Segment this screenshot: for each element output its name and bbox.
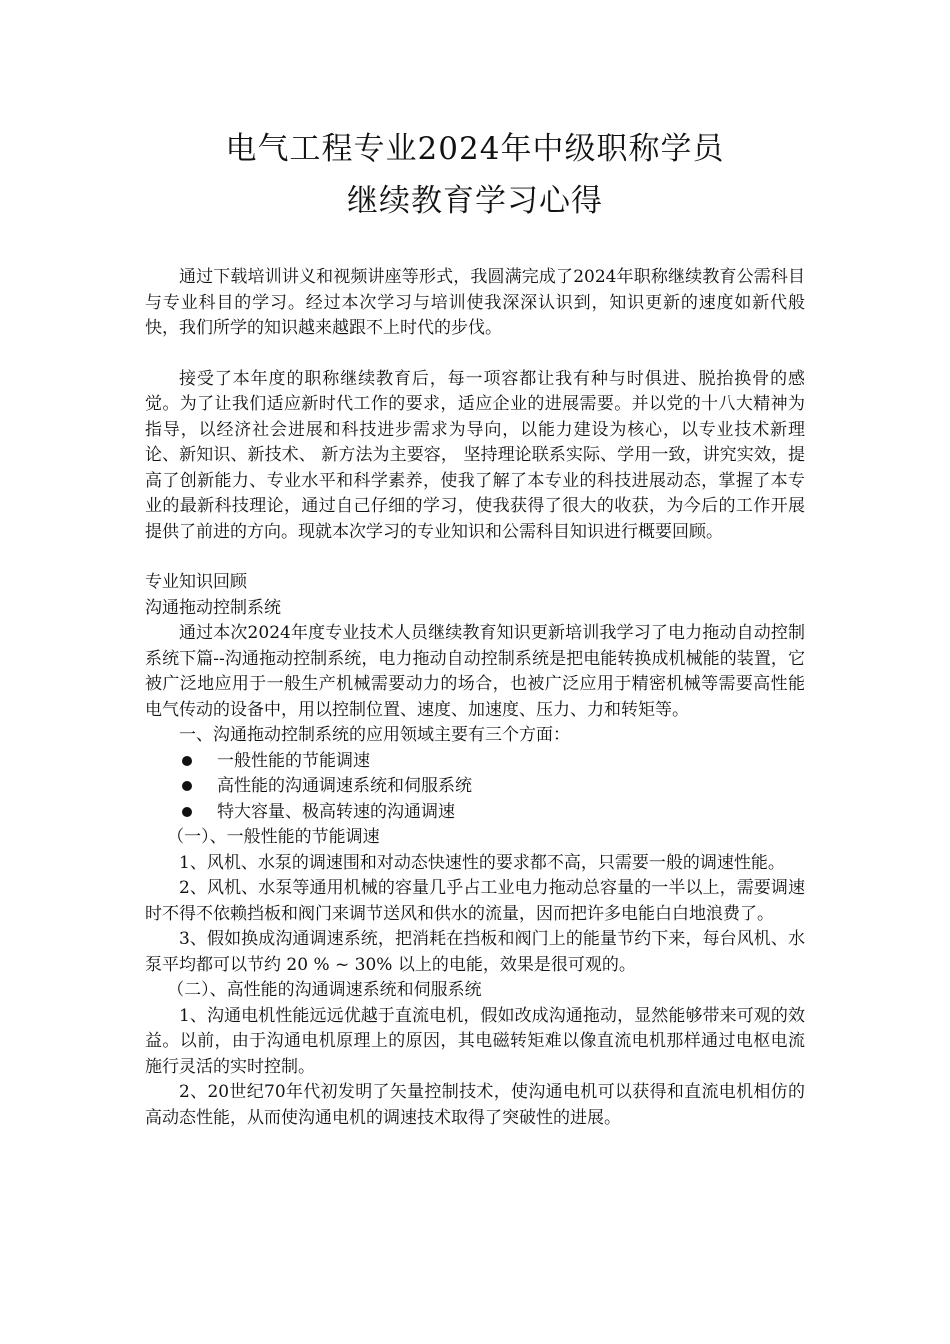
application-intro: 一、沟通拖动控制系统的应用领域主要有三个方面： [179,725,570,745]
section-2-title: （二）、高性能的沟通调速系统和伺服系统 [167,980,482,1000]
document-title-line-1: 电气工程专业2024年中级职称学员 [225,131,725,167]
bullet-dot-icon [182,807,192,817]
intro-paragraph: 通过下载培训讲义和视频讲座等形式，我圆满完成了2024年职称继续教育公需科目与专业科目的学习。经过本次学习与培训使我深深认识到，知识更新的速度如新代般快，我们所学的知识越来越跟不上时代的步伐。 [145,267,805,338]
section-heading-review: 专业知识回顾 [145,572,247,592]
bullet-item [145,749,805,775]
section-1-item: 1、风机、水泵的调速围和对动态快速性的要求都不高，只需要一般的调速性能。 [179,852,785,873]
section-1-item: 2、风机、水泵等通用机械的容量几乎占工业电力拖动总容量的一半以上，需要调速时不得不依赖挡板和阀门来调节送风和供水的流量，因而把许多电能白白地浪费了。 [145,878,805,924]
bullet-text: 一般性能的节能调速 [217,750,370,771]
bullet-item [145,774,805,800]
document-body [145,265,805,1131]
bullet-text: 高性能的沟通调速系统和伺服系统 [217,776,472,796]
bullet-item [145,800,805,826]
document-title-line-2: 继续教育学习心得 [347,183,603,219]
bullet-dot-icon [182,756,192,766]
section-heading-system: 沟通拖动控制系统 [145,597,281,618]
bullet-dot-icon [182,781,192,791]
section-2-item: 2、20世纪70年代初发明了矢量控制技术，使沟通电机可以获得和直流电机相仿的高动态性能，从而使沟通电机的调速技术取得了突破性的进展。 [145,1082,805,1128]
section-1-title: （一）、一般性能的节能调速 [167,827,380,847]
bullet-text: 特大容量、极高转速的沟通调速 [217,801,455,822]
section-1-item: 3、假如换成沟通调速系统，把消耗在挡板和阀门上的能量节约下来，每台风机、水泵平均都可以节约 20 % ~ 30% 以上的电能，效果是很可观的。 [145,929,805,975]
second-paragraph: 接受了本年度的职称继续教育后，每一项容都让我有种与时俱进、脱抬换骨的感觉。为了让我们适应新时代工作的要求，适应企业的进展需要。并以党的十八大精神为指导，以经济社会进展和科技进步需求为导向，以能力建设为核心，以专业技术新理论、新知识、新技术、 新方法为主要容， 坚持理论联系实际、学用一致，讲究实效，提高了创新能力、专业水平和科学素养，使我了解了本专业的科技进展动态，掌握了本专业的最新科技理论，通过自己仔细的学习，使我获得了很大的收获，为今后的工作开展提供了前进的方向。现就本次学习的专业知识和公需科目知识进行概要回顾。 [145,368,805,542]
section-2-item: 1、沟通电机性能远远优越于直流电机，假如改成沟通拖动，显然能够带来可观的效益。以前，由于沟通电机原理上的原因，其电磁转矩难以像直流电机那样通过电枢电流施行灵活的实时控制。 [145,1005,805,1077]
system-intro-paragraph: 通过本次2024年度专业技术人员继续教育知识更新培训我学习了电力拖动自动控制系统下篇--沟通拖动控制系统，电力拖动自动控制系统是把电能转换成机械能的装置，它被广泛地应用于一般生产机械需要动力的场合，也被广泛应用于精密机械等需要高性能电气传动的设备中，用以控制位置、速度、加速度、压力、力和转矩等。 [145,623,805,720]
